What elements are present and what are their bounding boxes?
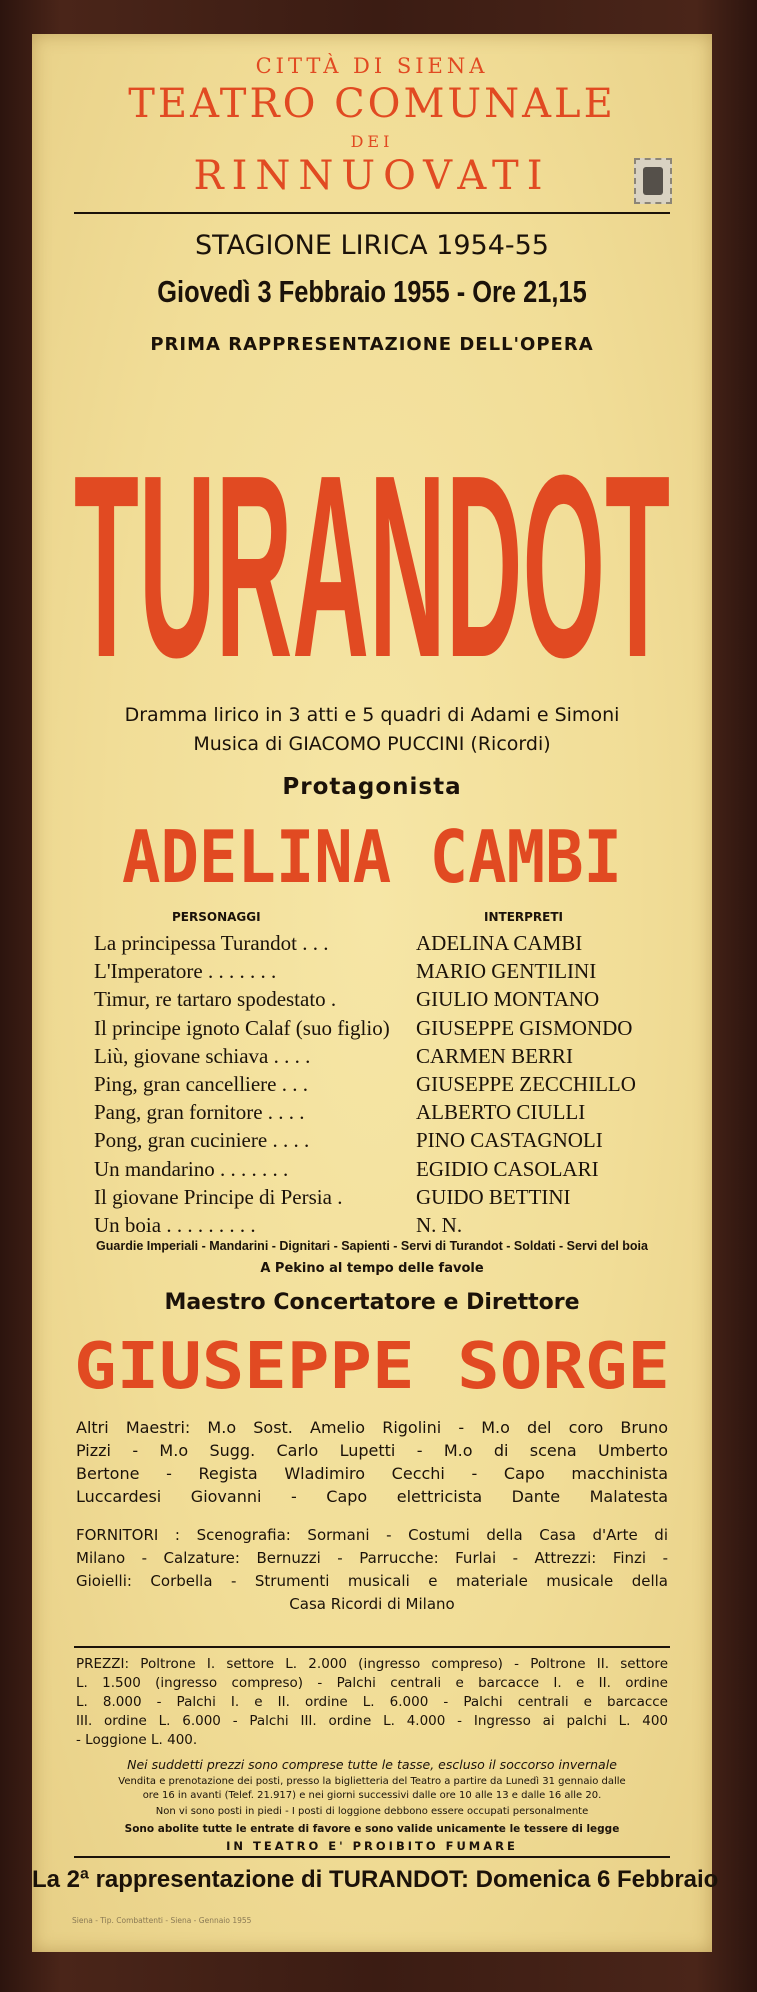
description-line1: Dramma lirico in 3 atti e 5 quadri di Adami e Simoni [124,704,620,726]
cast-role: Ping, gran cancelliere . . . [94,1071,308,1096]
opera-title [72,394,672,712]
cast-actor: GIUSEPPE GISMONDO [416,1015,633,1040]
booking-line-3: Non vi sono posti in piedi - I posti di loggione debbono essere occupati personalmente [155,1806,589,1817]
cast-row [94,1098,674,1126]
revenue-stamp [634,158,672,204]
cast-role: Pang, gran fornitore . . . . [94,1100,305,1125]
cast-actor: CARMEN BERRI [416,1043,573,1068]
staff-line-2: Pizzi - M.o Sugg. Carlo Lupetti - M.o di scena Umberto [76,1441,668,1460]
opera-poster [32,34,719,1952]
staff-line-1: Altri Maestri: M.o Sost. Amelio Rigolini - M.o del coro Bruno [76,1418,668,1437]
second-performance: La 2ª rappresentazione di TURANDOT: Domenica 6 Febbraio [32,1866,719,1893]
header-divider [74,212,670,214]
cast-actor: MARIO GENTILINI [416,959,597,984]
cast-list [94,929,674,1239]
chorus-line: Guardie Imperiali - Mandarini - Dignitari - Sapienti - Servi di Turandot - Soldati - Servi del boia [96,1239,648,1253]
suppliers-line-4: Casa Ricordi di Milano [289,1595,455,1613]
staff-line-3: Bertone - Regista Wladimiro Cecchi - Capo macchinista [76,1464,668,1483]
cast-role: Un mandarino . . . . . . . [94,1156,289,1181]
suppliers-line-2: Milano - Calzature: Bernuzzi - Parrucche: Furlai - Attrezzi: Finzi - [76,1549,668,1567]
protagonist-name [120,812,624,899]
conductor-name-text: GIUSEPPE SORGE [74,1330,670,1404]
booking-line-1: Vendita e prenotazione dei posti, presso la biglietteria del Teatro a partire da Lunedì 31 gennaio dalle [118,1776,626,1787]
cast-actor: GIUSEPPE ZECCHILLO [416,1071,636,1096]
staff-line-4: Luccardesi Giovanni - Capo elettricista Dante Malatesta [76,1487,668,1506]
cast-actor: N. N. [416,1212,463,1237]
cast-role: L'Imperatore . . . . . . . [94,959,277,984]
cast-role: Il principe ignoto Calaf (suo figlio) [94,1015,390,1040]
printer-note: Siena - Tip. Combattenti - Siena - Gennaio 1955 [72,1916,252,1925]
cast-actor: PINO CASTAGNOLI [416,1128,603,1153]
cast-row [94,1042,674,1070]
cast-row [94,1211,674,1239]
prices-line-4: III. ordine L. 6.000 - Palchi III. ordine L. 4.000 - Ingresso ai palchi L. 400 [76,1713,668,1729]
cast-role: La principessa Turandot . . . [94,931,329,955]
cast-actor: ADELINA CAMBI [416,931,583,955]
cast-actor: EGIDIO CASOLARI [416,1156,599,1181]
prices-divider [74,1646,670,1648]
prices-line-3: L. 8.000 - Palchi I. e II. ordine L. 6.000 - Palchi centrali e barcacce [76,1694,668,1710]
setting-line: A Pekino al tempo delle favole [260,1261,484,1276]
theatre-name-line2: RINNUOVATI [193,153,551,199]
cast-row [94,1070,674,1098]
suppliers-line-3: Gioielli: Corbella - Strumenti musicali e materiale musicale della [76,1572,668,1590]
date-line: Giovedì 3 Febbraio 1955 - Ore 21,15 [157,274,587,309]
season-line: STAGIONE LIRICA 1954-55 [195,230,549,261]
cast-row [94,1183,674,1211]
premiere-line: PRIMA RAPPRESENTAZIONE DELL'OPERA [150,334,594,355]
protagonist-name-text: ADELINA CAMBI [122,815,622,899]
cast-row [94,1014,674,1042]
cast-row [94,929,674,957]
protagonist-label: Protagonista [282,774,462,800]
cast-actor: ALBERTO CIULLI [416,1100,586,1125]
conductor-name [72,1324,672,1404]
theatre-name-dei: DEI [350,132,394,151]
prices-line-1: PREZZI: Poltrone I. settore L. 2.000 (ingresso compreso) - Poltrone II. settore [76,1656,668,1672]
free-entry-note: Sono abolite tutte le entrate di favore e sono valide unicamente le tessere di legge [124,1823,620,1835]
footer-divider [74,1856,670,1858]
cast-row [94,1126,674,1154]
cast-role: Timur, re tartaro spodestato . [94,987,337,1012]
cast-role: Liù, giovane schiava . . . . [94,1043,311,1068]
cast-role: Un boia . . . . . . . . . [94,1212,256,1237]
cast-row [94,1155,674,1183]
prices-line-5: - Loggione L. 400. [76,1732,198,1748]
cast-actor: GUIDO BETTINI [416,1184,571,1209]
roles-header: PERSONAGGI [172,910,261,924]
prices-line-2: L. 1.500 (ingresso compreso) - Palchi centrali e barcacce I. e II. ordine [76,1675,668,1691]
description-line2: Musica di GIACOMO PUCCINI (Ricordi) [193,733,551,755]
theatre-name-line1: TEATRO COMUNALE [128,81,616,127]
cast-actor: GIULIO MONTANO [416,987,600,1012]
opera-title-text: TURANDOT [74,422,670,712]
conductor-label: Maestro Concertatore e Direttore [164,1290,580,1315]
booking-line-2: ore 16 in avanti (Telef. 21.917) e nei giorni successivi dalle ore 10 alle 13 e dalle 16 alle 20. [142,1790,602,1801]
cast-role: Il giovane Principe di Persia . [94,1184,343,1209]
taxes-note: Nei suddetti prezzi sono comprese tutte le tasse, escluso il soccorso invernale [127,1757,617,1772]
no-smoking-notice: IN TEATRO E' PROIBITO FUMARE [226,1839,518,1853]
cast-role: Pong, gran cuciniere . . . . [94,1128,310,1153]
city-heading: CITTÀ DI SIENA [255,54,489,78]
cast-row [94,985,674,1013]
actors-header: INTERPRETI [484,910,564,924]
cast-row [94,957,674,985]
suppliers-line-1: FORNITORI : Scenografia: Sormani - Costumi della Casa d'Arte di [76,1526,668,1544]
